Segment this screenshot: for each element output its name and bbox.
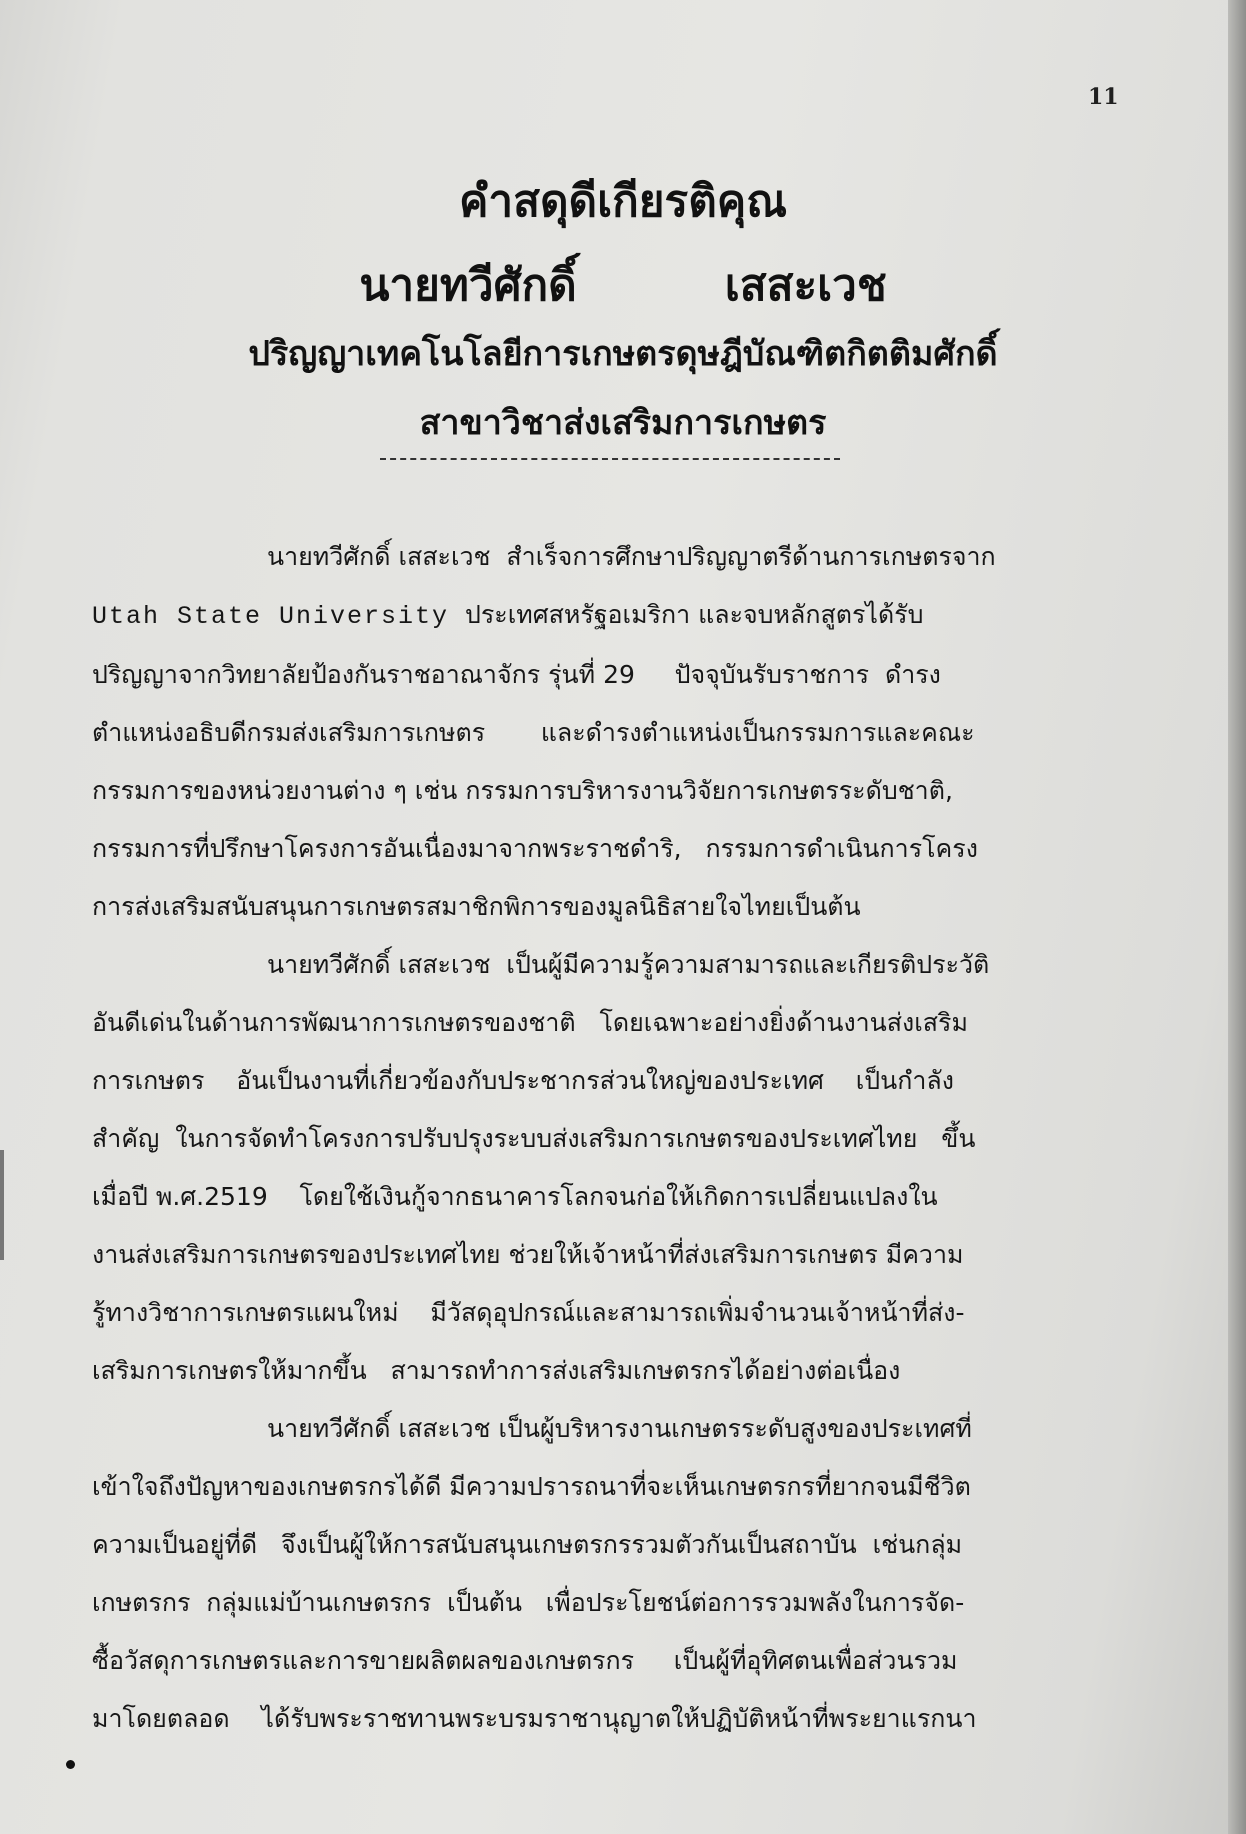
document-title: คำสดุดีเกียรติคุณ <box>458 176 788 227</box>
text-line: เข้าใจถึงปัญหาของเกษตรกรได้ดี มีความปรารถนาที่จะเห็นเกษตรกรที่ยากจนมีชีวิต <box>92 1472 971 1501</box>
dashed-divider <box>380 458 840 460</box>
text-line: มาโดยตลอด ได้รับพระราชทานพระบรมราชานุญาตให้ปฏิบัติหน้าที่พระยาแรกนา <box>92 1704 977 1733</box>
citation-body <box>92 528 1122 1748</box>
ink-speck <box>66 1760 75 1769</box>
text-line: นายทวีศักดิ์ เสสะเวช เป็นผู้มีความรู้ความสามารถและเกียรติประวัติ <box>267 950 990 979</box>
program-name: สาขาวิชาส่งเสริมการเกษตร <box>419 403 827 443</box>
text-line: กรรมการของหน่วยงานต่าง ๆ เช่น กรรมการบริหารงานวิจัยการเกษตรระดับชาติ, <box>92 776 953 805</box>
text-line: กรรมการที่ปรึกษาโครงการอันเนื่องมาจากพระราชดำริ, กรรมการดำเนินการโครง <box>92 834 978 863</box>
text-line: นายทวีศักดิ์ เสสะเวช สำเร็จการศึกษาปริญญาตรีด้านการเกษตรจาก <box>267 542 996 571</box>
text-line: เกษตรกร กลุ่มแม่บ้านเกษตรกร เป็นต้น เพื่อประโยชน์ต่อการรวมพลังในการจัด- <box>92 1588 965 1617</box>
paragraph-1 <box>92 528 1122 936</box>
text-line: การส่งเสริมสนับสนุนการเกษตรสมาชิกพิการของมูลนิธิสายใจไทยเป็นต้น <box>92 892 861 921</box>
page-number: 11 <box>1088 84 1119 110</box>
text-line: เสริมการเกษตรให้มากขึ้น สามารถทำการส่งเสริมเกษตรกรได้อย่างต่อเนื่อง <box>92 1356 901 1385</box>
text-line: สำคัญ ในการจัดทำโครงการปรับปรุงระบบส่งเสริมการเกษตรของประเทศไทย ขึ้น <box>92 1124 976 1153</box>
text-line: นายทวีศักดิ์ เสสะเวช เป็นผู้บริหารงานเกษตรระดับสูงของประเทศที่ <box>267 1414 972 1443</box>
text-line: ความเป็นอยู่ที่ดี จึงเป็นผู้ให้การสนับสนุนเกษตรกรรวมตัวกันเป็นสถาบัน เช่นกลุ่ม <box>92 1530 963 1559</box>
text-line: การเกษตร อันเป็นงานที่เกี่ยวข้องกับประชากรส่วนใหญ่ของประเทศ เป็นกำลัง <box>92 1066 954 1095</box>
text-line: งานส่งเสริมการเกษตรของประเทศไทย ช่วยให้เจ้าหน้าที่ส่งเสริมการเกษตร มีความ <box>92 1240 964 1269</box>
text-line <box>92 586 1122 646</box>
text-line: ตำแหน่งอธิบดีกรมส่งเสริมการเกษตร และดำรงตำแหน่งเป็นกรรมการและคณะ <box>92 718 975 747</box>
university-name: Utah State University <box>92 602 450 631</box>
text-fragment: ประเทศสหรัฐอเมริกา และจบหลักสูตรได้รับ <box>464 600 924 629</box>
scan-mark <box>0 1150 4 1260</box>
text-line: เมื่อปี พ.ศ.2519 โดยใช้เงินกู้จากธนาคารโลกจนก่อให้เกิดการเปลี่ยนแปลงใน <box>92 1182 938 1211</box>
honorary-degree: ปริญญาเทคโนโลยีการเกษตรดุษฎีบัณฑิตกิตติมศักดิ์ <box>248 334 998 374</box>
text-line: ปริญญาจากวิทยาลัยป้องกันราชอาณาจักร รุ่นที่ 29 ปัจจุบันรับราชการ ดำรง <box>92 660 941 689</box>
honoree-name: นายทวีศักดิ์ เสสะเวช <box>359 260 887 311</box>
text-line: อันดีเด่นในด้านการพัฒนาการเกษตรของชาติ โดยเฉพาะอย่างยิ่งด้านงานส่งเสริม <box>92 1008 968 1037</box>
paragraph-3 <box>92 1400 1122 1748</box>
text-line: รู้ทางวิชาการเกษตรแผนใหม่ มีวัสดุอุปกรณ์และสามารถเพิ่มจำนวนเจ้าหน้าที่ส่ง- <box>92 1298 965 1327</box>
paragraph-2 <box>92 936 1122 1400</box>
text-line: ซื้อวัสดุการเกษตรและการขายผลิตผลของเกษตรกร เป็นผู้ที่อุทิศตนเพื่อส่วนรวม <box>92 1646 958 1675</box>
